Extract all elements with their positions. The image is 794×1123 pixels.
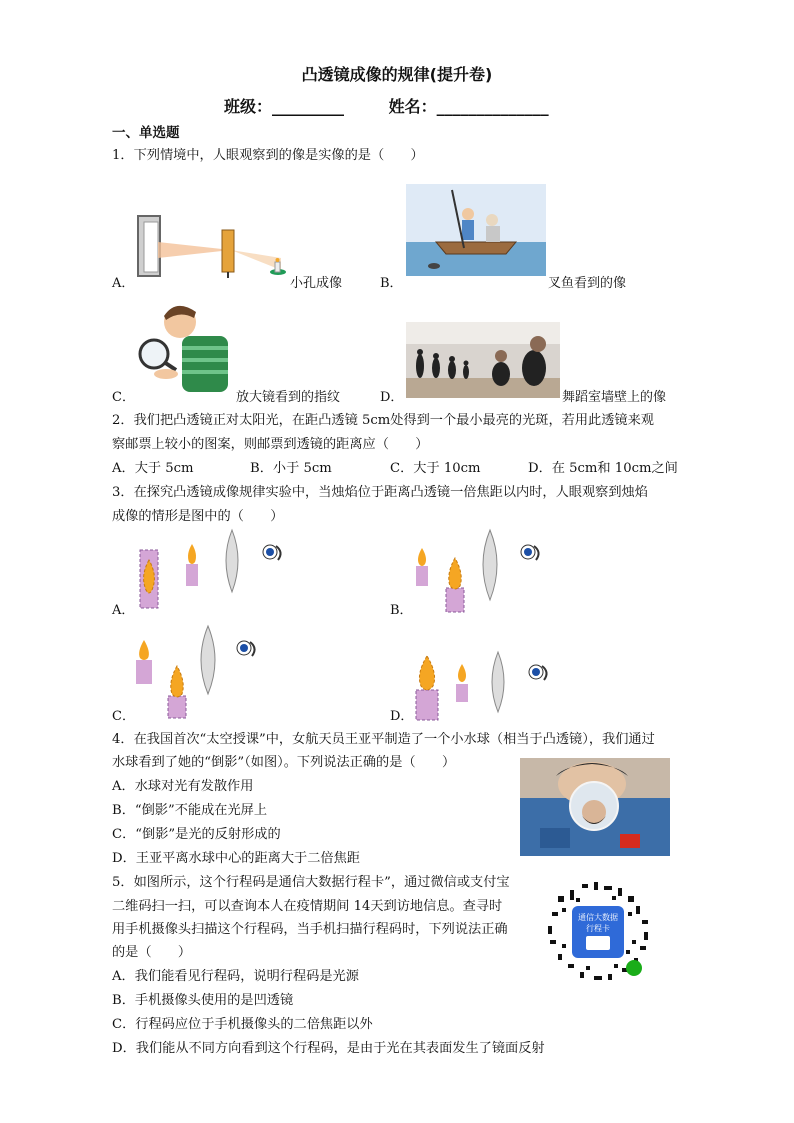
q2-stem-line1: 2．我们把凸透镜正对太阳光，在距凸透镜 5cm处得到一个最小最亮的光斑，若用此透镜来观 [112,413,654,428]
itinerary-qr-code [542,876,654,988]
q4-option-a: A．水球对光有发散作用 [112,779,254,794]
q1-stem: 1．下列情境中，人眼观察到的像是实像的是（ ） [112,148,424,163]
qr-label-line1: 通信大数据 [578,913,618,922]
q4-stem-line2: 水球看到了她的“倒影”（如图）。下列说法正确的是（ ） [112,755,456,770]
q3-option-d-letter: D． [390,709,414,724]
q5-option-c: C．行程码应位于手机摄像头的二倍焦距以外 [112,1017,373,1032]
q1-option-a-letter: A． [112,276,135,291]
q3-option-b-letter: B． [390,603,413,618]
q1-option-c-letter: C． [112,390,135,405]
q3-stem-line1: 3．在探究凸透镜成像规律实验中，当烛焰位于距离凸透镜一倍焦距以内时，人眼观察到烛焰 [112,485,648,500]
dance-room-image [406,322,560,398]
q1-option-d-letter: D． [380,390,404,405]
q1-option-c-text: 放大镜看到的指纹 [236,390,341,405]
q2-option-c: C．大于 10cm [390,461,481,476]
q3-option-a-letter: A． [112,603,135,618]
section-heading: 一、单选题 [112,125,180,141]
pinhole-image [136,212,286,282]
q1-option-a-text: 小孔成像 [290,276,343,291]
candle-lens-diagram-b [412,530,572,614]
q5-stem-line4: 的是（ ） [112,945,192,960]
qr-label-line2: 行程卡 [586,924,610,933]
candle-lens-diagram-c [136,626,296,720]
q5-option-d: D．我们能从不同方向看到这个行程码，是由于光在其表面发生了镜面反射 [112,1041,545,1056]
candle-lens-diagram-d [412,650,572,722]
q2-option-a: A．大于 5cm [112,461,194,476]
q4-option-c: C．“倒影”是光的反射形成的 [112,827,281,842]
q4-stem-line1: 4．在我国首次“太空授课”中，女航天员王亚平制造了一个小水球（相当于凸透镜），我们通过 [112,732,655,747]
q5-stem-line3: 用手机摄像头扫描这个行程码，当手机扫描行程码时，下列说法正确 [112,922,508,937]
q1-option-d-text: 舞蹈室墙壁上的像 [562,390,667,405]
q4-option-b: B．“倒影”不能成在光屏上 [112,803,268,818]
q2-option-b: B．小于 5cm [250,461,332,476]
q5-option-b: B．手机摄像头使用的是凹透镜 [112,993,294,1008]
magnifier-boy-image [136,298,234,394]
q5-stem-line1: 5．如图所示，这个行程码是通信大数据行程卡”，通过微信或支付宝 [112,875,510,890]
q1-option-b-text: 叉鱼看到的像 [548,276,627,291]
q3-stem-line2: 成像的情形是图中的（ ） [112,509,284,524]
water-ball-photo [520,758,670,856]
q5-stem-line2: 二维码扫一扫，可以查询本人在疫情期间 14天到访地信息。查寻时 [112,899,503,914]
q2-option-d: D．在 5cm和 10cm之间 [528,461,678,476]
candle-lens-diagram-a [136,530,296,614]
q1-option-b-letter: B． [380,276,403,291]
page-title: 凸透镜成像的规律(提升卷) [301,65,493,84]
q3-option-c-letter: C． [112,709,135,724]
q2-stem-line2: 察邮票上较小的图案，则邮票到透镜的距离应（ ） [112,437,429,452]
class-name-line: 班级：_________ 姓名：______________ [224,97,549,116]
fishing-boat-image [406,184,546,276]
q4-option-d: D．王亚平离水球中心的距离大于二倍焦距 [112,851,360,866]
q5-option-a: A．我们能看见行程码，说明行程码是光源 [112,969,359,984]
